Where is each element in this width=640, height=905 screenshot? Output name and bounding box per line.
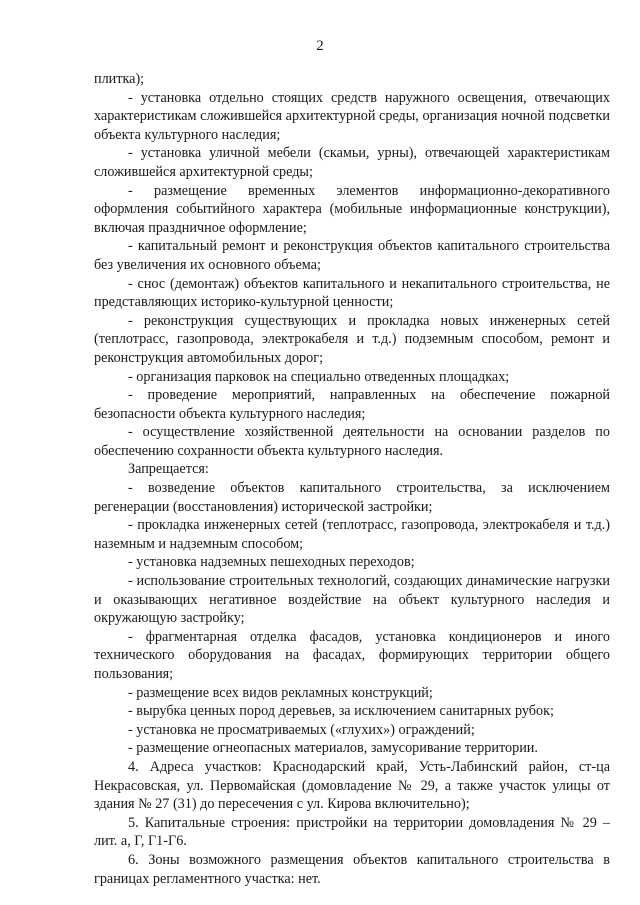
list-item: - снос (демонтаж) объектов капитального и некапитального строительства, не представляющих историко-культурной ценности; [94,275,610,311]
document-body [94,70,610,888]
list-item: - установка не просматриваемых («глухих») ограждений; [128,721,475,738]
list-item: - использование строительных технологий, создающих динамические нагрузки и оказывающих негативное воздействие на объект культурного наследия и окружающую застройку; [94,573,610,627]
list-item: - капитальный ремонт и реконструкция объектов капитального строительства без увеличения их основного объема; [94,238,610,273]
page-number: 2 [316,38,324,54]
numbered-paragraph: 4. Адреса участков: Краснодарский край, Усть-Лабинский район, ст-ца Некрасовская, ул. Первомайская (домовладение № 29, а также участок улицы от здания № 27 (31) до пересечения с ул. Кирова включительно); [94,758,610,813]
list-item: - размещение временных элементов информационно-декоративного оформления событийного характера (мобильные информационные конструкции), включая праздничное оформление; [94,182,610,236]
list-item: - организация парковок на специально отведенных площадках; [128,368,510,385]
list-item: - фрагментарная отделка фасадов, установка кондиционеров и иного технического оборудования на фасадах, формирующих территории общего пользования; [94,628,610,682]
numbered-paragraph: 6. Зоны возможного размещения объектов капитального строительства в границах регламентного участка: нет. [94,851,610,887]
list-item: - размещение огнеопасных материалов, замусоривание территории. [128,740,538,757]
list-item: - установка отдельно стоящих средств наружного освещения, отвечающих характеристикам сложившейся архитектурной среды, организация ночной подсветки объекта культурного наследия; [94,89,610,143]
list-item: - размещение всех видов рекламных конструкций; [128,684,433,701]
paragraph: плитка); [94,71,145,87]
list-item: - осуществление хозяйственной деятельности на основании разделов по обеспечению сохранности объекта культурного наследия. [94,424,610,459]
list-item: - установка надземных пешеходных переходов; [128,554,415,571]
list-item: - проведение мероприятий, направленных на обеспечение пожарной безопасности объекта культурного наследия; [94,387,610,422]
list-item: - вырубка ценных пород деревьев, за исключением санитарных рубок; [128,703,554,720]
list-item: - прокладка инженерных сетей (теплотрасс, газопровода, электрокабеля и т.д.) наземным и надземным способом; [94,517,610,552]
numbered-paragraph: 5. Капитальные строения: пристройки на территории домовладения № 29 – лит. а, Г, Г1-Г6. [94,814,610,850]
list-item: - возведение объектов капитального строительства, за исключением регенерации (восстановления) исторической застройки; [94,480,610,515]
list-item: - установка уличной мебели (скамьи, урны), отвечающей характеристикам сложившейся архитектурной среды; [94,145,610,180]
list-item: - реконструкция существующих и прокладка новых инженерных сетей (теплотрасс, газопровода, электрокабеля и т.д.) подземным способом, ремонт и реконструкция автомобильных дорог; [94,312,610,366]
section-heading: Запрещается: [128,461,209,478]
